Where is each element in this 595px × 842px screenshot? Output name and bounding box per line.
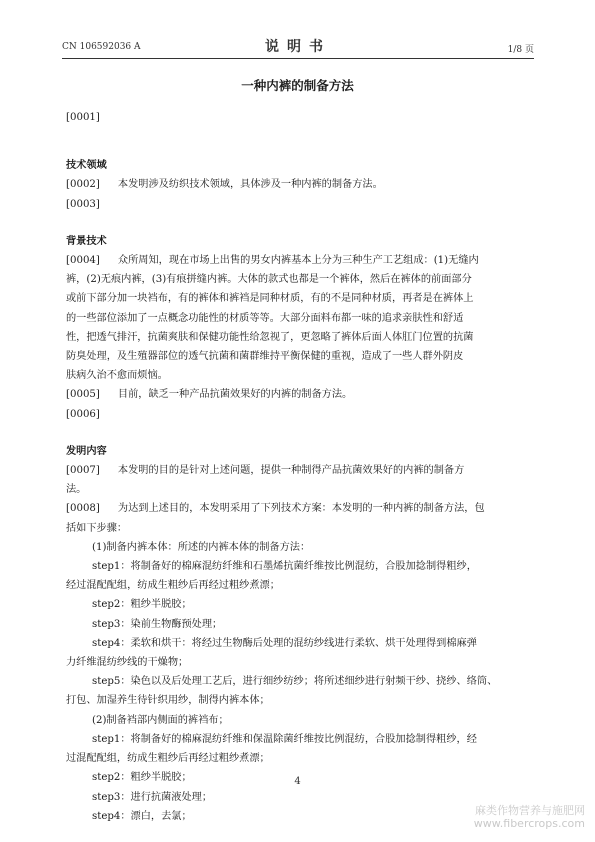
paragraph-text: 本发明的目的是针对上述问题，提供一种制得产品抗菌效果好的内裤的制备方 [117, 465, 465, 477]
paragraph-text: 目前，缺乏一种产品抗菌效果好的内裤的制备方法。 [117, 389, 353, 401]
watermark-line-1: 麻类作物营养与施肥网 [475, 804, 585, 817]
paragraph-tag: [0003] [66, 198, 100, 210]
step-line: 打包、加湿养生待针织用纱，制得内裤本体； [66, 695, 270, 707]
paragraph-0004-line: 裤，(2)无痕内裤，(3)有痕拼缝内裤。大体的款式也都是一个裤体，然后在裤体的前面部分 [66, 274, 472, 286]
paragraph-0004-line: 的一些部位添加了一点概念功能性的材质等等。大部分面料布都一味的追求亲肤性和舒适 [66, 312, 464, 324]
paragraph-0003 [66, 195, 532, 214]
paragraph-0005 [66, 385, 532, 404]
step-line: 经过混配配组，纺成生粗纱后再经过粗纱煮漂； [66, 580, 280, 592]
paragraph-tag: [0007] [66, 465, 100, 477]
page-header [62, 36, 534, 56]
step-line: step5：染色以及后处理工艺后，进行细纱纺纱；将所述细纱进行射频干纱、挠纱、络筒、 [92, 676, 498, 688]
site-watermark [474, 804, 585, 830]
step-line: step1：将制备好的棉麻混纺纤维和石墨烯抗菌纤维按比例混纺，合股加捻制得粗纱， [92, 561, 477, 573]
section-heading-invention: 发明内容 [66, 444, 107, 457]
publication-number: CN 106592036 A [62, 42, 141, 52]
paragraph-tag: [0008] [66, 503, 100, 515]
step-line: 力纤维混纺纱线的干燥物； [66, 657, 189, 669]
step-line: step4：柔软和烘干：将经过生物酶后处理的混纺纱线进行柔软、烘干处理得到棉麻弹 [92, 637, 477, 649]
step-line: step2：粗纱半脱胶； [92, 772, 192, 784]
paragraph-text: 本发明涉及纺织技术领域，具体涉及一种内裤的制备方法。 [117, 179, 383, 191]
watermark-line-2: www.fibercrops.com [473, 817, 585, 830]
step-group-heading-a: (1)制备内裤本体：所述的内裤本体的制备方法： [92, 541, 311, 553]
paragraph-text: 为达到上述目的，本发明采用了下列技术方案：本发明的一种内裤的制备方法，包 [117, 503, 485, 515]
paragraph-text: 众所周知，现在市场上出售的男女内裤基本上分为三种生产工艺组成：(1)无缝内 [117, 255, 479, 267]
document-title: 一种内裤的制备方法 [241, 78, 354, 93]
page-number: 4 [294, 776, 301, 787]
section-heading-background: 背景技术 [66, 234, 107, 247]
section-heading-tech-field: 技术领域 [66, 159, 107, 172]
step-group-heading-b: (2)制备裆部内侧面的裤裆布； [92, 714, 229, 726]
step-line: step4：漂白，去氯； [92, 810, 192, 822]
paragraph-0004-line [66, 251, 532, 270]
paragraph-0004-line: 肤病久治不愈而烦恼。 [66, 370, 168, 382]
step-line: 过混配配组，纺成生粗纱后再经过粗纱煮漂； [66, 753, 270, 765]
blank-line [66, 214, 532, 222]
paragraph-0001 [66, 108, 532, 127]
paragraph-tag: [0005] [66, 389, 100, 401]
paragraph-tag: [0006] [66, 408, 100, 420]
paragraph-0004-line: 性，把透气排汗，抗菌爽肤和保健功能性给忽视了，更忽略了裤体后面人体肛门位置的抗菌 [66, 331, 474, 343]
paragraph-tag: [0001] [66, 112, 100, 123]
paragraph-tag: [0002] [66, 179, 100, 191]
page-count: 1/8 页 [507, 45, 534, 55]
paragraph-0002 [66, 175, 532, 194]
document-type: 说明书 [265, 39, 331, 55]
paragraph-0006 [66, 405, 532, 424]
document-body [66, 108, 532, 826]
step-line: step3：进行抗菌液处理； [92, 791, 213, 803]
step-line: step3：染前生物酶预处理； [92, 618, 223, 630]
paragraph-tag: [0004] [66, 255, 100, 267]
paragraph-0007-line: 法。 [66, 484, 87, 496]
paragraph-0008-line: 括如下步骤： [66, 522, 128, 534]
blank-line [66, 424, 532, 432]
blank-line [66, 127, 532, 146]
paragraph-0004-line: 防臭处理，及生殖器部位的透气抗菌和菌群维持平衡保健的重视，造成了一些人群外阴皮 [66, 351, 464, 363]
paragraph-0007-line [66, 461, 532, 480]
step-line: step2：粗纱半脱胶； [92, 599, 192, 611]
paragraph-0004-line: 或前下部分加一块裆布，有的裤体和裤裆是同种材质，有的不是同种材质，再者是在裤体上 [66, 293, 474, 305]
step-line: step1：将制备好的棉麻混纺纤维和保温除菌纤维按比例混纺，合股加捻制得粗纱，经 [92, 733, 477, 745]
paragraph-0008-line [66, 499, 532, 518]
header-divider [62, 58, 534, 59]
